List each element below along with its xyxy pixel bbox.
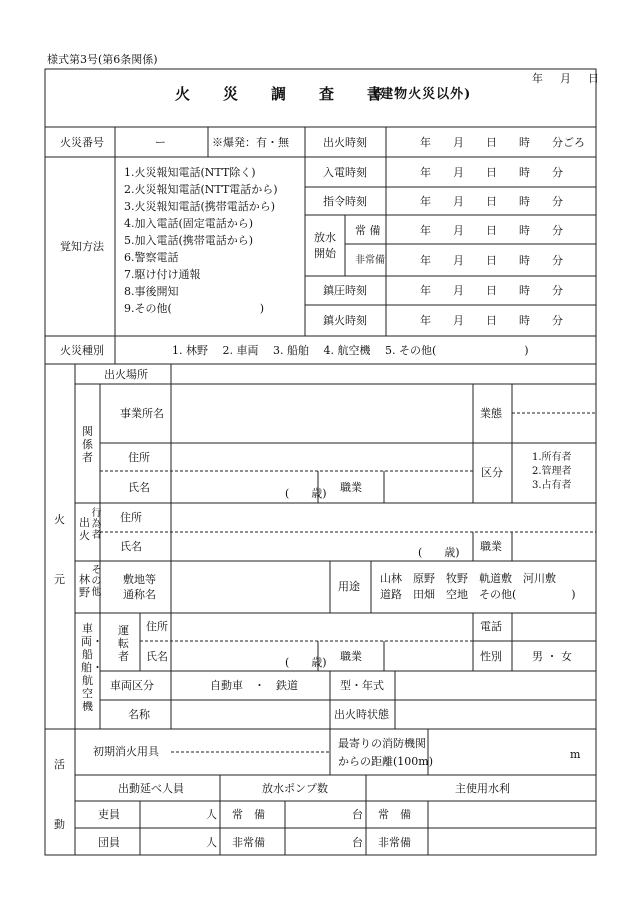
detection-method-item[interactable]: 2.火災報知電話(NTT電話から) bbox=[124, 183, 278, 196]
initial-extinguisher-label: 初期消火用具 bbox=[93, 745, 159, 758]
detection-method-item[interactable]: 7.駆け付け通報 bbox=[124, 268, 201, 281]
distance-label-1: 最寄りの消防機関 bbox=[338, 737, 426, 750]
detection-label: 覚知方法 bbox=[60, 240, 104, 253]
command-time-value[interactable]: 年 月 日 時 分 bbox=[420, 195, 563, 208]
detection-method-item[interactable]: 5.加入電話(携帯電話から) bbox=[124, 234, 254, 247]
driver-name-label: 氏名 bbox=[146, 650, 168, 663]
pump-irregular-unit: 台 bbox=[352, 836, 363, 849]
suppression-time-label: 鎮圧時刻 bbox=[323, 284, 367, 297]
personnel-label: 出動延べ人員 bbox=[118, 782, 184, 795]
extinguish-time-value[interactable]: 年 月 日 時 分 bbox=[420, 314, 563, 327]
driver-occupation-label: 職業 bbox=[340, 650, 362, 663]
category-option[interactable]: 3.占有者 bbox=[532, 480, 572, 491]
gender-label: 性別 bbox=[480, 650, 502, 663]
water-irregular-label: 非常備 bbox=[355, 255, 385, 266]
command-time-label: 指令時刻 bbox=[323, 195, 367, 208]
staff-label: 吏員 bbox=[98, 808, 120, 821]
ignition-time-label: 出火時刻 bbox=[323, 136, 367, 149]
actor-address-label: 住所 bbox=[120, 511, 142, 524]
origin-side-label-bottom: 元 bbox=[54, 573, 65, 586]
water-regular-value[interactable]: 年 月 日 時 分 bbox=[420, 224, 563, 237]
staff-unit: 人 bbox=[206, 808, 217, 821]
detection-methods-list bbox=[124, 166, 278, 315]
forest-label-outer: 林野 bbox=[79, 573, 90, 599]
vehicle-class-label: 車両区分 bbox=[110, 679, 154, 692]
fire-number-label: 火災番号 bbox=[60, 136, 104, 149]
parties-age-label: ( 歳) bbox=[285, 487, 327, 500]
pump-irregular-label: 非常備 bbox=[232, 836, 265, 849]
fire-number-value[interactable]: ー bbox=[155, 136, 166, 149]
page-subtitle: (建物火災以外) bbox=[373, 87, 472, 102]
category-options bbox=[532, 452, 572, 492]
water-irregular-value[interactable]: 年 月 日 時 分 bbox=[420, 254, 563, 267]
fire-type-options[interactable]: 1. 林野 2. 車両 3. 船舶 4. 航空機 5. その他( ) bbox=[172, 344, 529, 357]
use-options-1[interactable]: 山林 原野 牧野 軌道敷 河川敷 bbox=[380, 572, 556, 585]
pump-regular-label: 常 備 bbox=[232, 808, 265, 821]
model-year-label: 型・年式 bbox=[340, 679, 384, 692]
date-label: 年 月 日 bbox=[532, 72, 602, 85]
pump-regular-unit: 台 bbox=[352, 808, 363, 821]
distance-label-2: からの距離(100m) bbox=[338, 755, 434, 768]
phone-label: 電話 bbox=[480, 620, 502, 633]
water-start-label-2: 開始 bbox=[314, 247, 336, 260]
detection-method-item[interactable]: 4.加入電話(固定電話から) bbox=[124, 217, 254, 230]
detection-method-item[interactable]: 3.火災報知電話(携帯電話から) bbox=[124, 200, 276, 213]
vehicle-class-value[interactable]: 自動車 ・ 鉄道 bbox=[210, 679, 298, 692]
use-label: 用途 bbox=[338, 580, 360, 593]
water-source-label: 主使用水利 bbox=[455, 782, 510, 795]
gender-value[interactable]: 男 ・ 女 bbox=[532, 650, 572, 663]
corps-unit: 人 bbox=[206, 836, 217, 849]
vehicle-label: 車両・船舶・航空機 bbox=[81, 622, 103, 713]
actor-name-label: 氏名 bbox=[120, 540, 142, 553]
actor-label-inner: 行為者 bbox=[91, 508, 102, 541]
lot-label-2: 通称名 bbox=[123, 588, 156, 601]
detection-method-item[interactable]: 8.事後開知 bbox=[124, 285, 179, 298]
receipt-time-label: 入電時刻 bbox=[323, 166, 367, 179]
activity-side-label-bottom: 動 bbox=[54, 818, 65, 831]
page-title: 火 災 調 査 書 bbox=[175, 85, 384, 103]
driver-address-label: 住所 bbox=[146, 620, 168, 633]
category-label: 区分 bbox=[481, 466, 503, 479]
water-regular-label: 常 備 bbox=[378, 808, 411, 821]
origin-side-label-top: 火 bbox=[54, 513, 65, 526]
fire-type-label: 火災種別 bbox=[60, 344, 104, 357]
use-options-2[interactable]: 道路 田畑 空地 その他( ) bbox=[380, 588, 576, 601]
pump-count-label: 放水ポンプ数 bbox=[262, 782, 328, 795]
fire-state-label: 出火時状態 bbox=[334, 708, 389, 721]
parties-label: 関係者 bbox=[82, 425, 93, 464]
vehicle-name-label: 名称 bbox=[128, 708, 150, 721]
extinguish-time-label: 鎮火時刻 bbox=[323, 314, 367, 327]
category-option[interactable]: 2.管理者 bbox=[532, 466, 572, 477]
category-option[interactable]: 1.所有者 bbox=[532, 452, 572, 463]
forest-label-inner: その他 bbox=[91, 565, 102, 598]
actor-label-outer: 出火 bbox=[79, 516, 90, 542]
business-name-label: 事業所名 bbox=[120, 407, 164, 420]
parties-name-label: 氏名 bbox=[128, 481, 150, 494]
corps-label: 団員 bbox=[98, 836, 120, 849]
suppression-time-value[interactable]: 年 月 日 時 分 bbox=[420, 284, 563, 297]
driver-label: 運転者 bbox=[118, 624, 129, 663]
actor-age-label: ( 歳) bbox=[418, 546, 460, 559]
water-irregular-label: 非常備 bbox=[378, 836, 411, 849]
driver-age-label: ( 歳) bbox=[285, 656, 327, 669]
parties-address-label: 住所 bbox=[128, 451, 150, 464]
fire-location-label: 出火場所 bbox=[104, 368, 148, 381]
receipt-time-value[interactable]: 年 月 日 時 分 bbox=[420, 166, 563, 179]
lot-label-1: 敷地等 bbox=[123, 573, 156, 586]
industry-label: 業態 bbox=[480, 407, 502, 420]
actor-occupation-label: 職業 bbox=[480, 540, 502, 553]
form-number: 様式第3号(第6条関係) bbox=[47, 53, 158, 66]
detection-method-item[interactable]: 9.その他( ) bbox=[124, 302, 265, 315]
detection-method-item[interactable]: 6.警察電話 bbox=[124, 251, 179, 264]
water-start-label-1: 放水 bbox=[314, 231, 336, 244]
activity-side-label-top: 活 bbox=[54, 758, 65, 771]
detection-method-item[interactable]: 1.火災報知電話(NTT除く) bbox=[124, 166, 256, 179]
ignition-time-value[interactable]: 年 月 日 時 分ごろ bbox=[420, 136, 585, 149]
parties-occupation-label: 職業 bbox=[340, 481, 362, 494]
explosion-option[interactable]: ※爆発：有・無 bbox=[212, 136, 289, 149]
water-regular-label: 常 備 bbox=[355, 224, 381, 237]
distance-unit: m bbox=[570, 748, 581, 761]
